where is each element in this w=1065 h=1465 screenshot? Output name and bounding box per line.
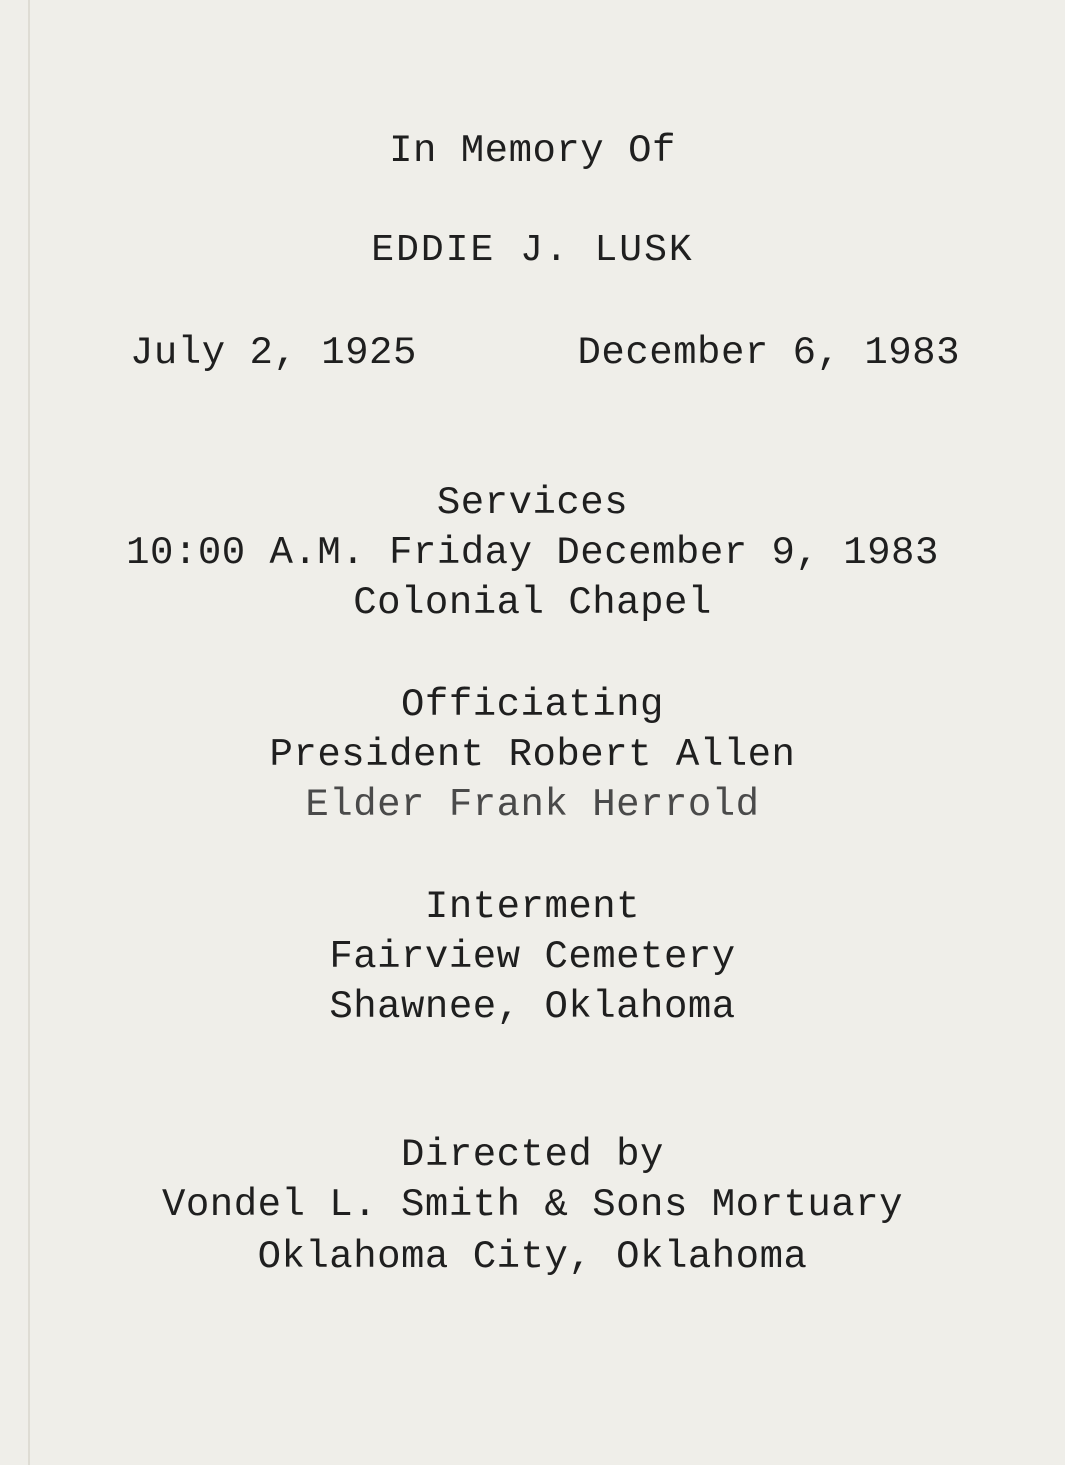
life-dates (130, 330, 960, 376)
mortuary-name: Vondel L. Smith & Sons Mortuary (161, 1183, 904, 1227)
services-time: 10:00 A.M. Friday December 9, 1983 (126, 531, 939, 575)
officiant: President Robert Allen (269, 733, 796, 777)
memory-heading: In Memory Of (389, 129, 676, 173)
birth-date: July 2, 1925 (130, 331, 417, 375)
directed-heading: Directed by (401, 1133, 664, 1177)
interment-heading: Interment (424, 885, 641, 929)
mortuary-city: Oklahoma City, Oklahoma (257, 1235, 808, 1279)
deceased-name: EDDIE J. LUSK (371, 229, 694, 272)
interment-cemetery: Fairview Cemetery (329, 935, 736, 979)
interment-place: Shawnee, Oklahoma (329, 985, 736, 1029)
officiant: Elder Frank Herrold (305, 783, 760, 827)
death-date: December 6, 1983 (577, 331, 960, 375)
officiating-heading: Officiating (401, 683, 664, 727)
services-heading: Services (436, 481, 629, 525)
services-location: Colonial Chapel (353, 581, 712, 625)
